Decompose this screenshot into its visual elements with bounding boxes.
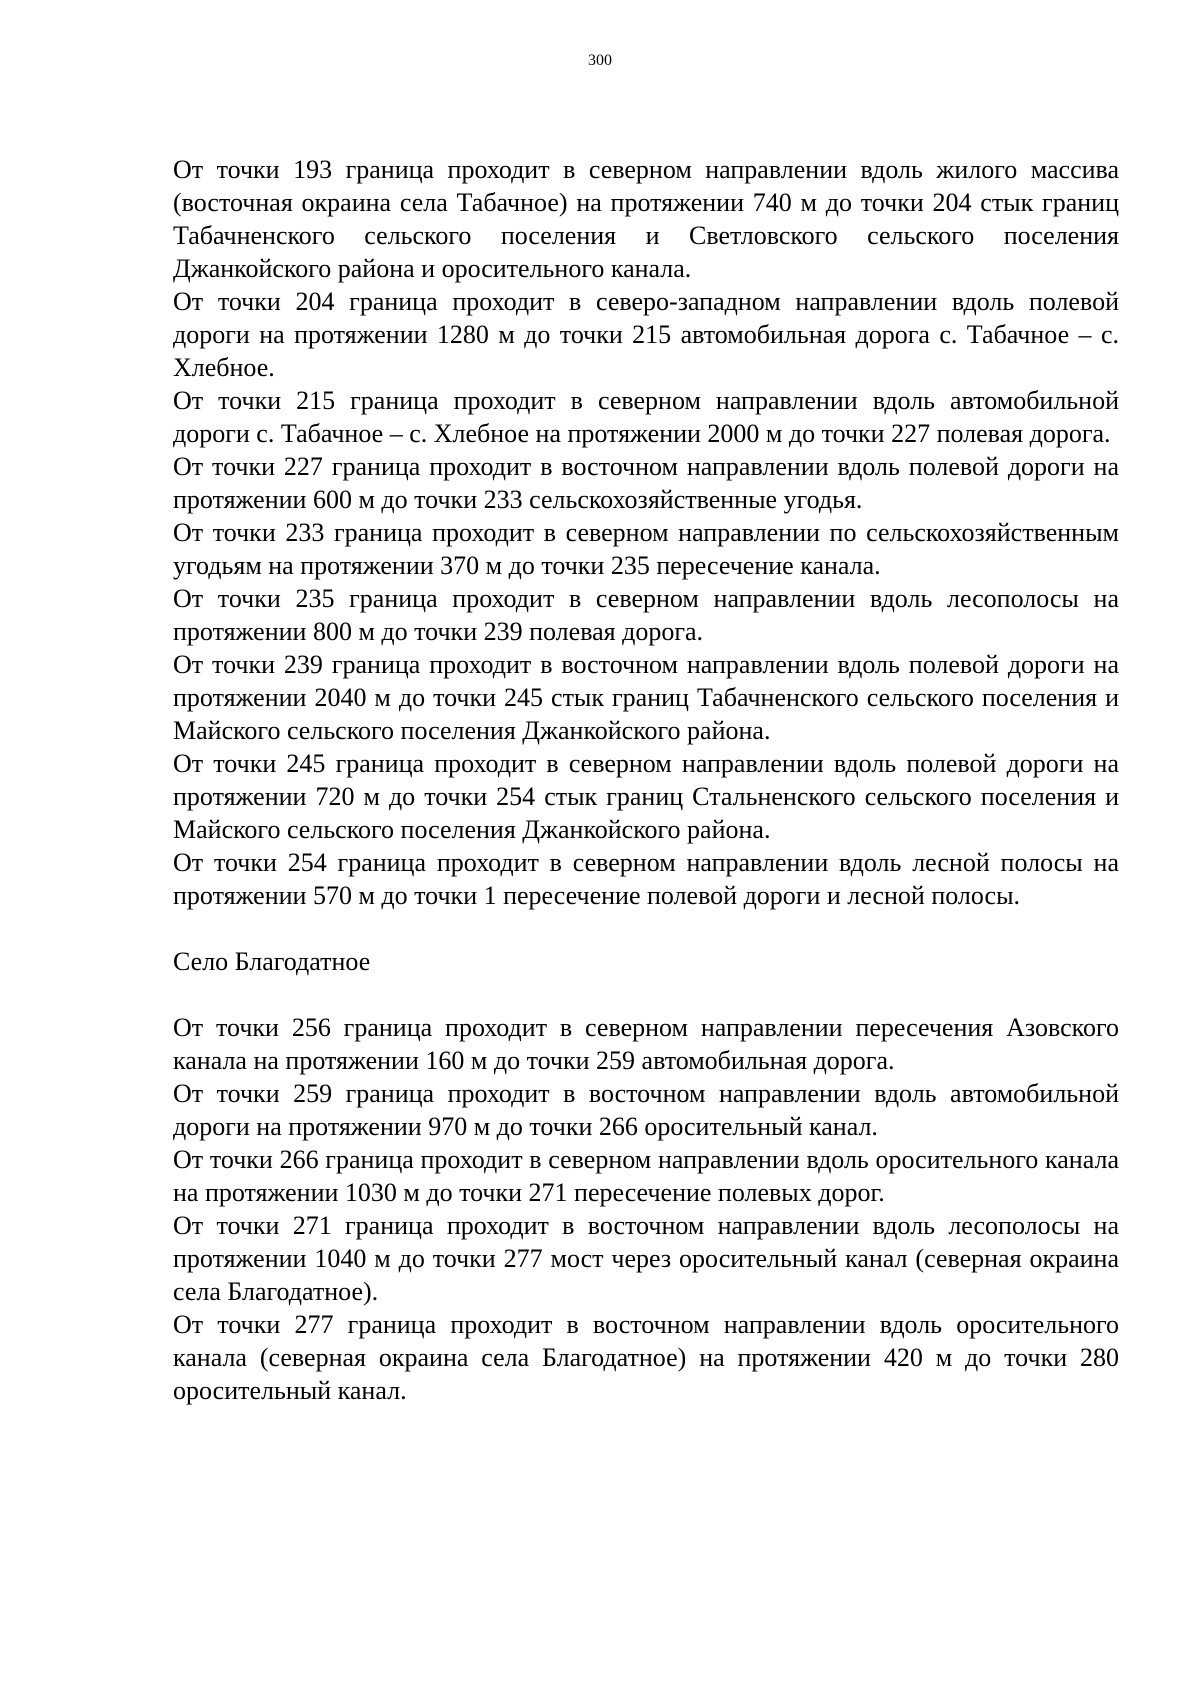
section-heading: Село Благодатное <box>173 947 371 976</box>
paragraph: От точки 239 граница проходит в восточном направлении вдоль полевой дороги на протяжении 2040 м до точки 245 стык границ Табачненского сельского поселения и Майского сельского поселения Джанкойского района. <box>173 650 1119 745</box>
paragraph: От точки 215 граница проходит в северном направлении вдоль автомобильной дороги с. Табачное – с. Хлебное на протяжении 2000 м до точки 227 полевая дорога. <box>173 386 1119 448</box>
paragraph: От точки 266 граница проходит в северном направлении вдоль оросительного канала на протяжении 1030 м до точки 271 пересечение полевых дорог. <box>173 1145 1119 1207</box>
paragraph: От точки 204 граница проходит в северо-западном направлении вдоль полевой дороги на протяжении 1280 м до точки 215 автомобильная дорога с. Табачное – с. Хлебное. <box>173 287 1119 382</box>
paragraph: От точки 277 граница проходит в восточном направлении вдоль оросительного канала (северная окраина села Благодатное) на протяжении 420 м до точки 280 оросительный канал. <box>173 1310 1119 1405</box>
paragraph: От точки 235 граница проходит в северном направлении вдоль лесополосы на протяжении 800 м до точки 239 полевая дорога. <box>173 584 1119 646</box>
paragraph: От точки 259 граница проходит в восточном направлении вдоль автомобильной дороги на протяжении 970 м до точки 266 оросительный канал. <box>173 1079 1119 1141</box>
paragraph: От точки 233 граница проходит в северном направлении по сельскохозяйственным угодьям на протяжении 370 м до точки 235 пересечение канала. <box>173 518 1119 580</box>
paragraph: От точки 254 граница проходит в северном направлении вдоль лесной полосы на протяжении 570 м до точки 1 пересечение полевой дороги и лесной полосы. <box>173 848 1119 910</box>
paragraph: От точки 271 граница проходит в восточном направлении вдоль лесополосы на протяжении 1040 м до точки 277 мост через оросительный канал (северная окраина села Благодатное). <box>173 1211 1119 1306</box>
document-body <box>173 153 1119 1407</box>
paragraph: От точки 245 граница проходит в северном направлении вдоль полевой дороги на протяжении 720 м до точки 254 стык границ Стальненского сельского поселения и Майского сельского поселения Джанкойского района. <box>173 749 1119 844</box>
paragraph: От точки 193 граница проходит в северном направлении вдоль жилого массива (восточная окраина села Табачное) на протяжении 740 м до точки 204 стык границ Табачненского сельского поселения и Светловского сельского поселения Джанкойского района и оросительного канала. <box>173 155 1119 283</box>
page-number: 300 <box>588 52 612 69</box>
paragraph: От точки 256 граница проходит в северном направлении пересечения Азовского канала на протяжении 160 м до точки 259 автомобильная дорога. <box>173 1013 1119 1075</box>
paragraph: От точки 227 граница проходит в восточном направлении вдоль полевой дороги на протяжении 600 м до точки 233 сельскохозяйственные угодья. <box>173 452 1119 514</box>
